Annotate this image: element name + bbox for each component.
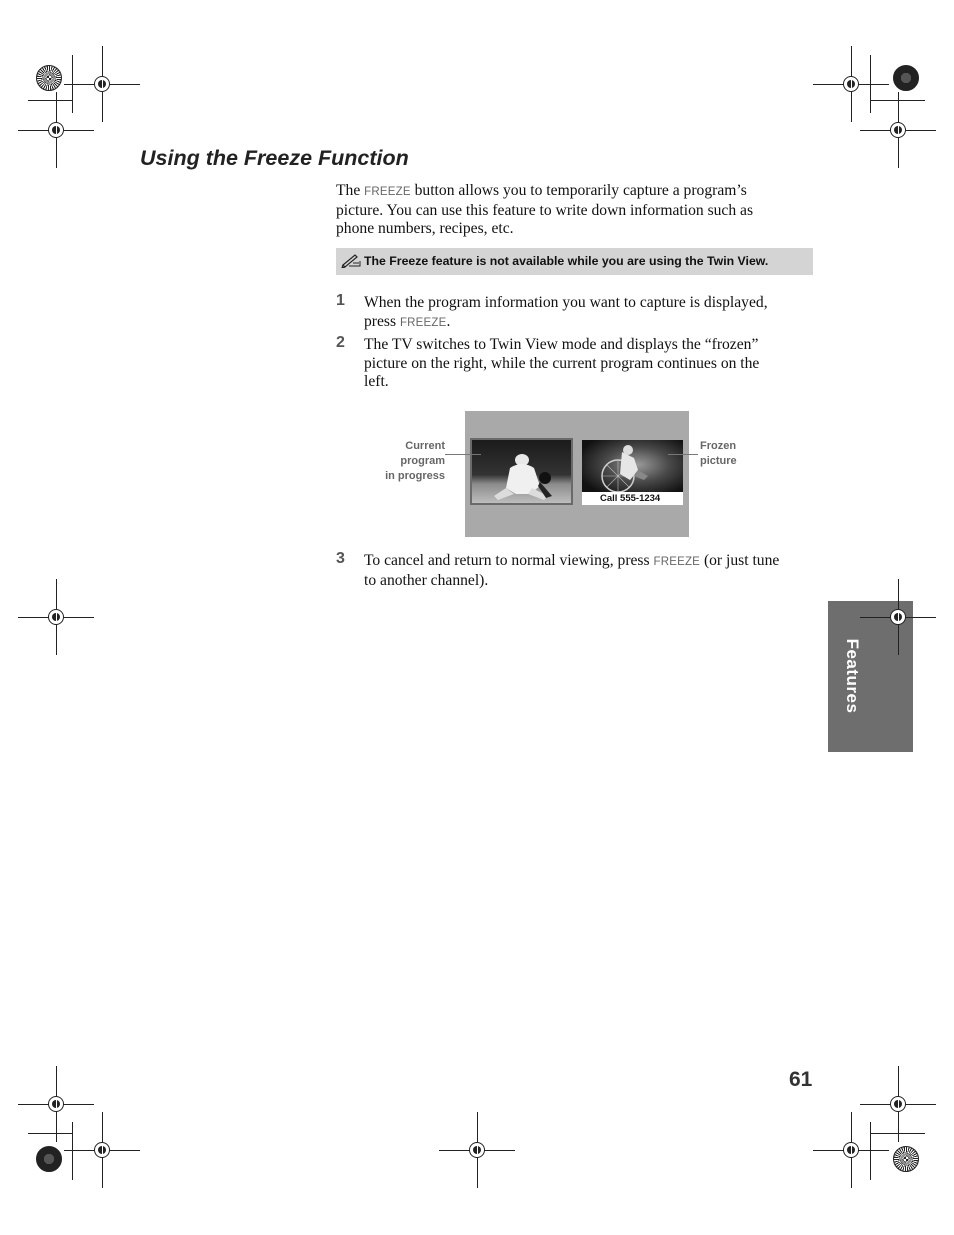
color-rosette-icon (36, 65, 62, 91)
intro-text: button allows you to temporarily capture a program’s (410, 182, 747, 199)
side-tab-label: Features (843, 638, 862, 714)
step-line: The TV switches to Twin View mode and displays the “frozen” (364, 336, 759, 353)
step-3-text (364, 552, 819, 590)
step-2-text (364, 336, 819, 392)
step-number: 2 (336, 334, 345, 351)
caption-line: in progress (385, 470, 445, 482)
step-line: When the program information you want to capture is displayed, (364, 294, 768, 311)
frozen-picture-screen (582, 440, 683, 495)
current-program-caption (380, 439, 445, 484)
intro-line: phone numbers, recipes, etc. (336, 220, 514, 238)
step-number: 1 (336, 292, 345, 309)
callout-line (445, 454, 481, 455)
intro-line (336, 182, 816, 202)
pencil-note-icon (341, 252, 361, 268)
note-text: The Freeze feature is not available while you are using the Twin View. (364, 254, 769, 268)
color-rosette-icon (893, 65, 919, 91)
crop-mark (28, 1133, 72, 1134)
caption-line: Frozen (700, 440, 737, 452)
crop-mark (72, 1122, 73, 1180)
step-line (364, 313, 819, 333)
caption-line: program (400, 455, 445, 467)
freeze-button-label: FREEZE (653, 556, 701, 568)
frozen-overlay-text: Call 555-1234 (600, 493, 661, 504)
frozen-image (582, 440, 683, 495)
frozen-picture-caption (700, 439, 760, 469)
step-1-text (364, 294, 819, 332)
callout-line (668, 454, 698, 455)
step-line: to another channel). (364, 571, 489, 589)
crop-mark (28, 100, 72, 101)
caption-line: Current (405, 440, 445, 452)
page-number: 61 (789, 1068, 813, 1091)
step-line: picture on the right, while the current program continues on the (364, 354, 760, 372)
step-text: press (364, 312, 400, 330)
step-text: (or just tune (700, 552, 780, 569)
note-box (336, 248, 813, 275)
step-line (364, 552, 819, 572)
step-text: . (446, 312, 451, 330)
intro-line: picture. You can use this feature to write down information such as (336, 201, 754, 219)
crop-mark (870, 1122, 871, 1180)
color-rosette-icon (893, 1146, 919, 1172)
intro-text: The (336, 182, 365, 199)
step-text: To cancel and return to normal viewing, press (364, 552, 654, 569)
color-rosette-icon (36, 1146, 62, 1172)
step-line: left. (364, 373, 389, 391)
current-program-screen (470, 438, 573, 505)
section-title: Using the Freeze Function (140, 146, 409, 170)
freeze-button-label: FREEZE (364, 186, 411, 198)
step-number: 3 (336, 550, 345, 567)
caption-line: picture (700, 455, 737, 467)
intro-paragraph (336, 182, 816, 239)
freeze-button-label: FREEZE (399, 316, 447, 329)
baseball-player-image (470, 438, 573, 505)
frozen-overlay-bar (582, 492, 683, 505)
